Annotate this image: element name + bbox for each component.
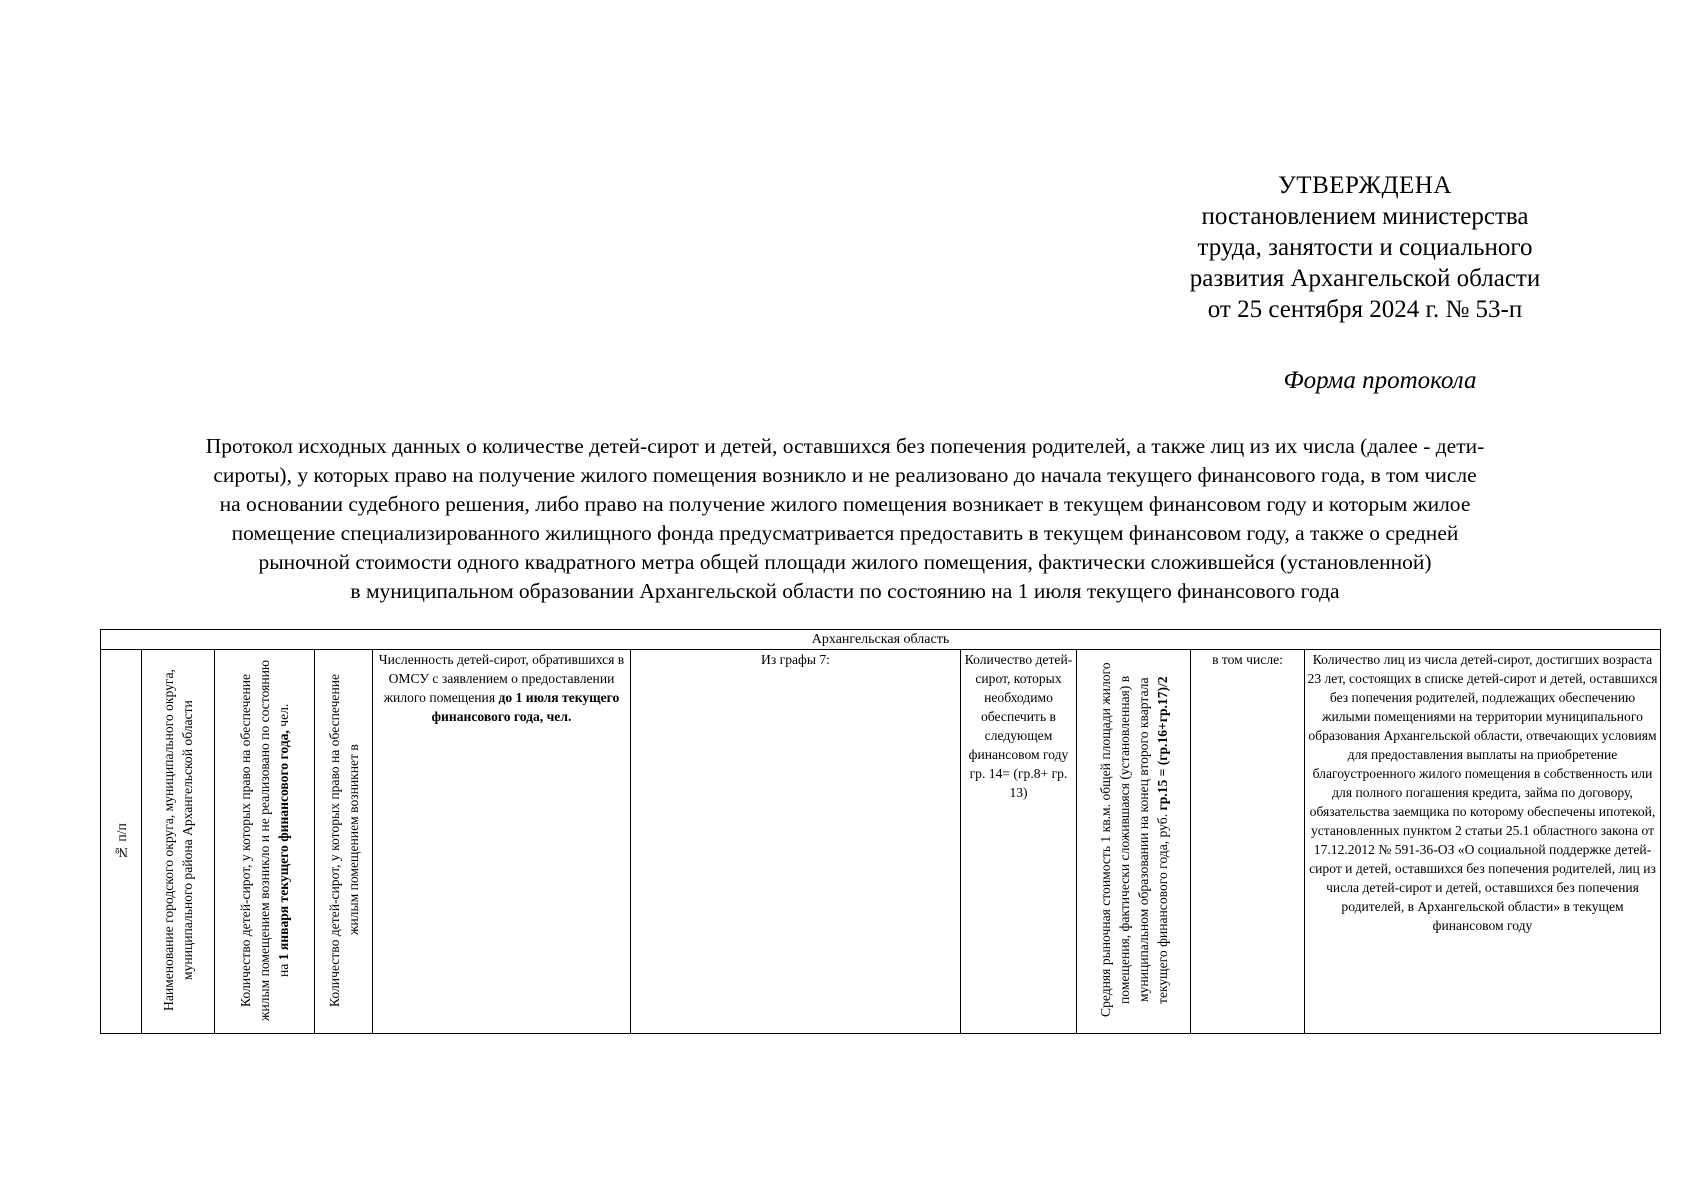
protocol-title-line: помещение специализированного жилищного фонда предусматривается предоставить в текущем финансовом году, а также о средней [231,521,1459,545]
approval-block [1130,170,1600,325]
protocol-title-line: рыночной стоимости одного квадратного метра общей площади жилого помещения, фактически сложившейся (установленной) [258,550,1432,574]
approval-line: постановлением министерства [1201,203,1529,230]
approval-line: труда, занятости и социального [1197,234,1533,261]
approval-title: УТВЕРЖДЕНА [1278,172,1452,199]
col-municipality-header: Наименование городского округа, муниципального округа, муниципального района Архангельской области [142,650,215,1034]
protocol-title [95,432,1595,606]
approval-line: от 25 сентября 2024 г. № 53-п [1207,296,1523,323]
region-header: Архангельская область [101,630,1661,650]
protocol-title-line: сироты), у которых право на получение жилого помещения возникло и не реализовано до начала текущего финансового года, в том числе [213,463,1477,487]
col-over-23-header: Количество лиц из числа детей-сирот, достигших возраста 23 лет, состоящих в списке детей-сирот и детей, оставшихся без попечения родителей, подлежащих обеспечению жилыми помещениями на территории муниципального образования Архангельской области, отвечающих условиям для предоставления выплаты на приобретение благоустроенного жилого помещения в собственность или для полного погашения кредита, займа по договору, обязательства заемщика по которому обеспечены ипотекой, установленных пунктом 2 статьи 25.1 областного закона от 17.12.2012 № 591-36-ОЗ «О социальной поддержке детей-сирот и детей, оставшихся без попечения родителей, лиц из числа детей-сирот и детей, оставшихся без попечения родителей, в Архангельской области» в текущем финансовом году [1305,650,1661,1034]
col-from-column-7-header: Из графы 7: [631,650,961,1034]
col-arising-right-header: Количество детей-сирот, у которых право на обеспечение жилым помещением возникнет в [315,650,373,1034]
approval-line: развития Архангельской области [1189,265,1541,292]
col-next-year-header: Количество детей-сирот, которых необходимо обеспечить в следующем финансовом году гр. 14= (гр.8+ гр. 13) [961,650,1077,1034]
col-applied-header: Численность детей-сирот, обратившихся в ОМСУ с заявлением о предоставлении жилого помещения до 1 июля текущего финансового года, чел. [373,650,631,1034]
col-market-price-header: Средняя рыночная стоимость 1 кв.м. общей площади жилого помещения, фактически сложившаяся (установленная) в муниципальном образовании на конец второго квартала текущего финансового года, руб. гр.15 = (гр.16+гр.17)/2 [1077,650,1191,1034]
data-table [100,629,1661,1034]
col-including-header: в том числе: [1191,650,1305,1034]
col-unrealized-right-header: Количество детей-сирот, у которых право на обеспечение жилым помещением возникло и не реализовано по состоянию на 1 января текущего финансового года, чел. [215,650,315,1034]
protocol-title-line: на основании судебного решения, либо право на получение жилого помещения возникает в текущем финансовом году и которым жилое [219,492,1471,516]
col-number-header: № п/п [101,650,142,1034]
form-label: Форма протокола [1283,367,1477,394]
protocol-title-line: в муниципальном образовании Архангельской области по состоянию на 1 июля текущего финансового года [350,579,1340,603]
protocol-title-line: Протокол исходных данных о количестве детей-сирот и детей, оставшихся без попечения родителей, а также лиц из их числа (далее - дети- [205,434,1485,458]
